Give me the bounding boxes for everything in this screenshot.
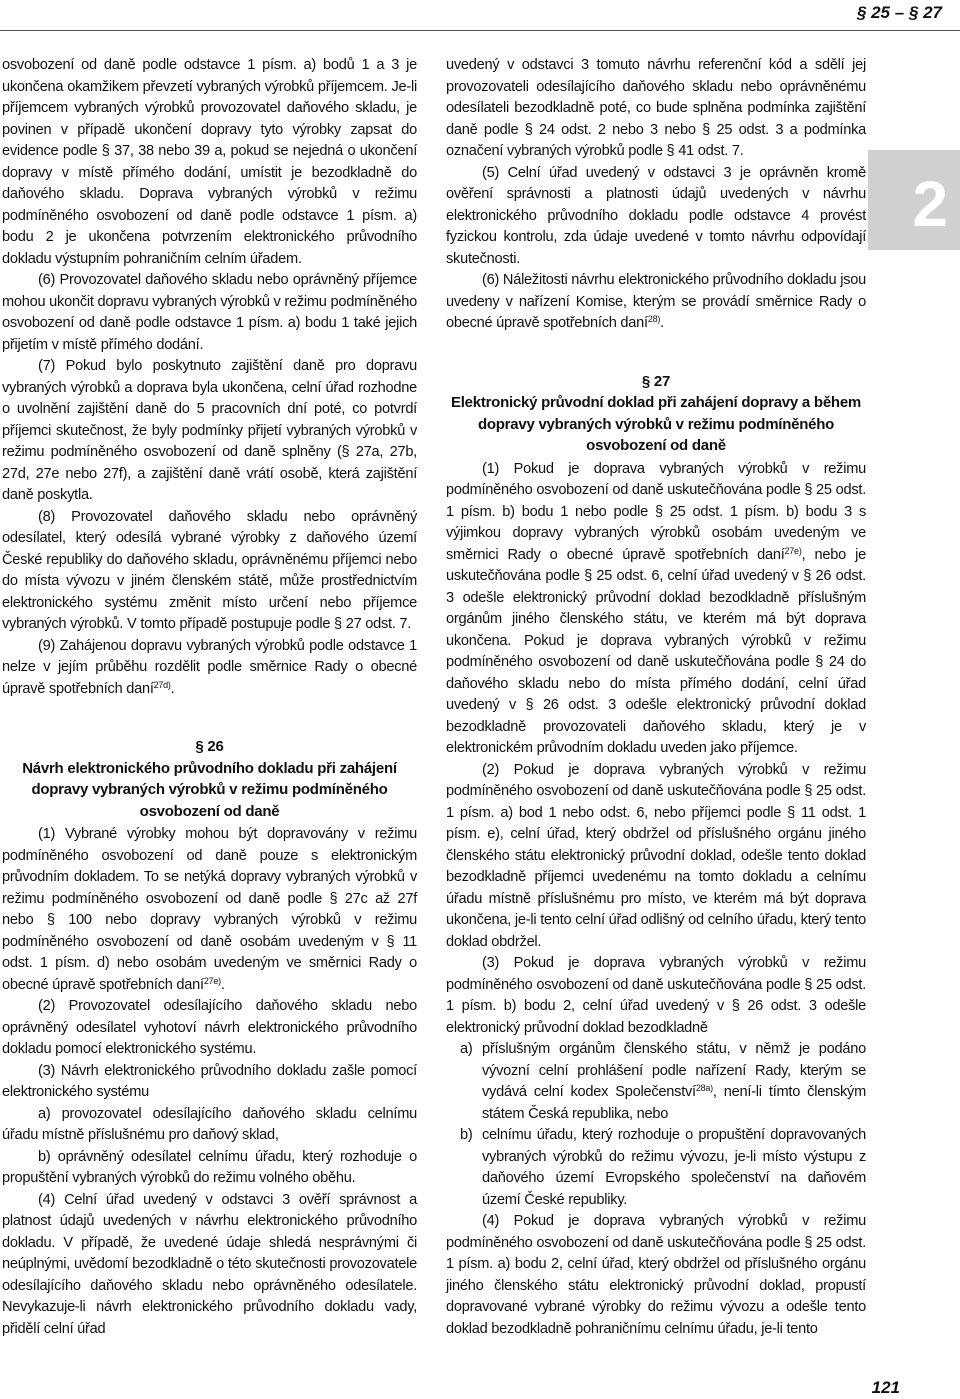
footnote-ref: 28a) [695,1083,713,1093]
paragraph: b) oprávněný odesílatel celnímu úřadu, který rozhoduje o propuštění vybraných výrobků do režimu volného oběhu. [2,1148,417,1186]
paragraph-text: , nebo je uskutečňována podle § 25 odst. 6, celní úřad uvedený v § 26 odst. 3 odešle elektronický průvodní doklad bezodkladně příslušným orgánům jiného členského státu, ve kterém má být doprava ukončena. Pokud je doprava vybraných výrobků v režimu podmíněného osvobození od daně uskutečňována podle § 24 do daňového skladu nebo do místa přímého dodání, celní úřad uvedený v § 26 odst. 3 odešle elektronický průvodní doklad bezodkladně provozovateli daňového skladu, který je v elektronickém průvodním dokladu uveden jako příjemce. [446,546,866,756]
left-column [2,55,417,1340]
paragraph: osvobození od daně podle odstavce 1 písm. a) bodů 1 a 3 je ukončena okamžikem převzetí vybraných výrobků příjemcem. Je-li příjemcem vybraných výrobků provozovatel daňového skladu, je povinen v případě ukončení dopravy tyto výrobky zapsat do evidence podle § 37, 38 nebo 39 a, pokud se nejedná o ukončení dopravy v místě přímého dodání, umístit je bezodkladně do daňového skladu. Doprava vybraných výrobků v režimu podmíněného osvobození od daně podle odstavce 1 písm. a) bodu 2 je ukončena potvrzením elektronického průvodního dokladu výstupním pohraničním celním úřadem. [2,57,417,267]
page-number: 121 [871,1378,900,1397]
paragraph-text: (1) Vybrané výrobky mohou být dopravovány v režimu podmíněného osvobození od daně pouze s elektronickým průvodním dokladem. To se netýká dopravy vybraných výrobků v režimu podmíněného osvobození od daně podle § 27c až 27f nebo § 100 nebo dopravy vybraných výrobků v režimu podmíněného osvobození od daně osobám uvedeným v § 11 odst. 1 písm. d) nebo osobám uvedeným ve směrnici Rady o obecné úpravě spotřebních daní [2,826,417,993]
paragraph-text: . [170,680,175,697]
section-heading [2,736,417,822]
paragraph-text: (9) Zahájenou dopravu vybraných výrobků podle odstavce 1 nelze v jejím průběhu rozdělit podle směrnice Rady o obecné úpravě spotřebních daní [2,637,417,697]
paragraph: (7) Pokud bylo poskytnuto zajištění daně pro dopravu vybraných výrobků a doprava byla ukončena, celní úřad rozhodne o uvolnění zajištění daně do 5 pracovních dní poté, co potvrdí příjemci skutečnost, že byly podmínky přijetí vybraných výrobků v režimu podmíněného osvobození od daně splněny (§ 27a, 27b, 27d, 27e nebo 27f), a zajištění daně vrátí osobě, která zajištění daně poskytla. [2,358,417,503]
paragraph: (3) Pokud je doprava vybraných výrobků v režimu podmíněného osvobození od daně uskutečňována podle § 25 odst. 1 písm. b) bodu 2, celní úřad uvedený v § 26 odst. 3 odešle elektronický průvodní doklad bezodkladně [446,955,866,1036]
paragraph [2,636,417,701]
list-marker: a) [460,1041,473,1057]
paragraph [446,270,866,335]
footnote-ref: 27d) [153,679,171,690]
paragraph-text: . [220,976,225,993]
section-heading [446,371,866,457]
paragraph [2,824,417,996]
paragraph-text: (6) Náležitosti návrhu elektronického průvodního dokladu jsou uvedeny v nařízení Komise, kterým se provádí směrnice Rady o obecné úpravě spotřebních daní [446,272,866,331]
paragraph: (3) Návrh elektronického průvodního dokladu zašle pomocí elektronického systému [2,1062,417,1100]
paragraph-text: . [660,315,664,331]
list-text: , není-li tímto členským státem Česká republika, nebo [482,1084,866,1122]
list-text: celnímu úřadu, který rozhoduje o propuštění dopravovaných vybraných výrobků do režimu vývozu, je-li místo výstupu z daňového území Evropského společenství na daňovém území České republiky. [482,1127,866,1208]
section-title: Elektronický průvodní doklad při zahájení dopravy a během dopravy vybraných výrobků v režimu podmíněného osvobození od daně [450,394,862,454]
paragraph: (2) Pokud je doprava vybraných výrobků v režimu podmíněného osvobození od daně uskutečňována podle § 25 odst. 1 písm. a) bod 1 nebo odst. 6, nebo příjemci podle § 11 odst. 1 písm. e), celní úřad, který obdržel od příslušného orgánu jiného členského státu elektronický průvodní doklad, odešle tento doklad bezodkladně příjemci uvedenému na tomto dokladu a celnímu úřadu místně příslušnému pro místo, ve kterém má být doprava ukončena, je-li tento celní úřad odlišný od celního úřadu, který tento doklad obdržel. [446,761,866,950]
paragraph: (4) Celní úřad uvedený v odstavci 3 ověří správnost a platnost údajů uvedených v návrhu elektronického průvodního dokladu. V případě, že uvedené údaje shledá nesprávnými či neúplnými, uvědomí bezodkladně o této skutečnosti provozovatele odesílajícího daňového skladu nebo oprávněného odesílatele. Nevykazuje-li návrh elektronického průvodního dokladu vady, přidělí celní úřad [2,1191,417,1337]
paragraph: uvedený v odstavci 3 tomuto návrhu referenční kód a sdělí jej provozovateli odesílajícího daňového skladu nebo oprávněnému odesílateli bezodkladně poté, co bude splněna podmínka zajištění daně podle § 24 odst. 2 nebo 3 nebo § 25 odst. 3 a podmínka označení vybraných výrobků podle § 41 odst. 7. [446,57,866,159]
list-text: příslušným orgánům členského státu, v němž je podáno vývozní celní prohlášení podle nařízení Rady, kterým se vydává celní kodex Společenství [482,1041,866,1100]
section-number: § 26 [195,738,224,755]
section-range: § 25 – § 27 [856,3,942,22]
paragraph: (5) Celní úřad uvedený v odstavci 3 je oprávněn kromě ověření správnosti a platnosti údajů uvedených v návrhu elektronického průvodního dokladu podle odstavce 4 provést fyzickou kontrolu, zda údaje uvedené v tomto návrhu odpovídají skutečnosti. [446,164,866,267]
paragraph: (2) Provozovatel odesílajícího daňového skladu nebo oprávněný odesílatel vyhotoví návrh elektronického průvodního dokladu pomocí elektronického systému. [2,998,417,1057]
running-header [0,0,960,40]
paragraph-text: (1) Pokud je doprava vybraných výrobků v režimu podmíněného osvobození od daně uskutečňována podle § 25 odst. 1 písm. b) bodu 1 nebo podle § 25 odst. 1 písm. b) bodu 3 s výjimkou dopravy vybraných výrobků osobám uvedeným ve směrnici Rady o obecné úpravě spotřebních daní [446,460,866,563]
section-number: § 27 [641,372,671,390]
paragraph: (4) Pokud je doprava vybraných výrobků v režimu podmíněného osvobození od daně uskutečňována podle § 25 odst. 1 písm. a) bodu 2, celní úřad, který obdržel od příslušného orgánu jiného členského státu elektronický průvodní doklad, propustí dopravované vybrané výrobky do režimu vývozu a odešle tento doklad bezodkladně pohraničnímu celnímu úřadu, je-li tento [446,1213,866,1337]
paragraph: (6) Provozovatel daňového skladu nebo oprávněný příjemce mohou ukončit dopravu vybraných výrobků v režimu podmíněného osvobození od daně podle odstavce 1 písm. a) bodu 1 také jejich přijetím v místě přímého dodání. [2,272,417,353]
paragraph [446,459,866,760]
header-rule [0,30,960,31]
list-item [446,1125,866,1211]
paragraph: (8) Provozovatel daňového skladu nebo oprávněný odesílatel, který odesílá vybrané výrobky z daňového území České republiky do daňového skladu, oprávněnému příjemci nebo do místa vývozu v jiném členském státě, může prostřednictvím elektronického systému změnit místo určení nebo příjemce vybraných výrobků. V tomto případě postupuje podle § 27 odst. 7. [2,508,417,632]
paragraph: a) provozovatel odesílajícího daňového skladu celnímu úřadu místně příslušnému pro daňový sklad, [2,1105,417,1143]
footnote-ref: 27e) [784,545,802,556]
chapter-tab [868,150,960,250]
footnote-ref: 28) [647,314,661,324]
footnote-ref: 27e) [203,975,221,986]
right-column [446,55,866,1340]
list-item [446,1039,866,1125]
chapter-tab-number: 2 [912,168,948,240]
section-title: Návrh elektronického průvodního dokladu při zahájení dopravy vybraných výrobků v režimu podmíněného osvobození od daně [22,759,397,820]
item-list [446,1039,866,1211]
list-marker: b) [460,1127,473,1143]
